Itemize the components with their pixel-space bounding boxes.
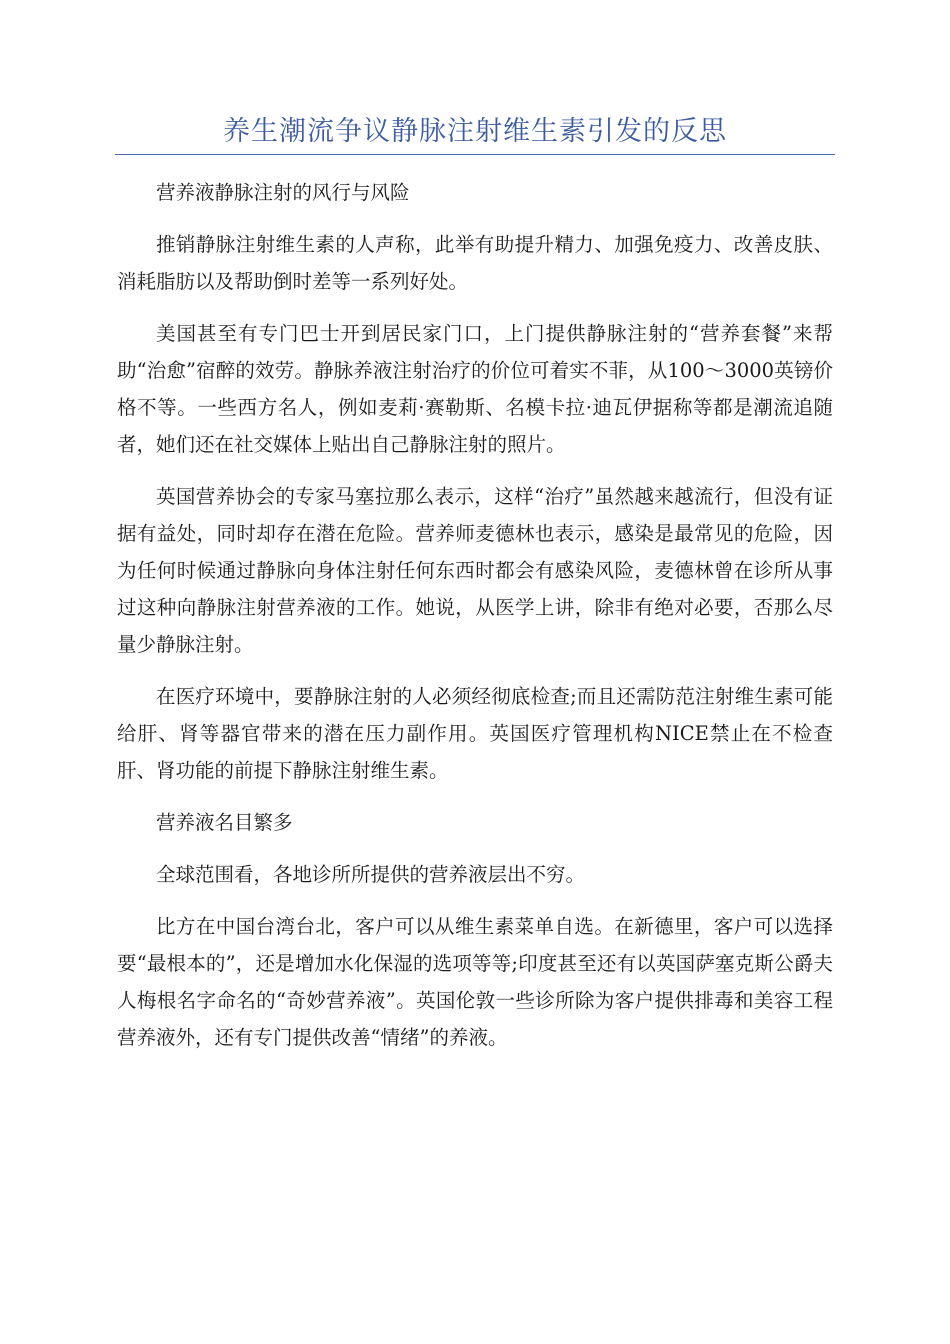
paragraph: 比方在中国台湾台北，客户可以从维生素菜单自选。在新德里，客户可以选择要“最根本的”，还是增加水化保湿的选项等等;印度甚至还有以英国萨塞克斯公爵夫人梅根名字命名的“奇妙营养液”。英国伦敦一些诊所除为客户提供排毒和美容工程营养液外，还有专门提供改善“情绪”的养液。 [117,915,833,1049]
section-heading: 营养液名目繁多 [156,811,293,834]
paragraph: 全球范围看，各地诊所所提供的营养液层出不穷。 [156,863,586,886]
title-underline [115,154,835,155]
paragraph: 美国甚至有专门巴士开到居民家门口，上门提供静脉注射的“营养套餐”来帮助“治愈”宿醉的效劳。静脉养液注射治疗的价位可着实不菲，从100～3000英镑价格不等。一些西方名人，例如麦莉·赛勒斯、名模卡拉·迪瓦伊据称等都是潮流追随者，她们还在社交媒体上贴出自己静脉注射的照片。 [117,322,833,456]
page-title: 养生潮流争议静脉注射维生素引发的反思 [223,116,727,147]
paragraph: 在医疗环境中，要静脉注射的人必须经彻底检查;而且还需防范注射维生素可能给肝、肾等器官带来的潜在压力副作用。英国医疗管理机构NICE禁止在不检查肝、肾功能的前提下静脉注射维生素。 [117,685,833,782]
section-heading: 营养液静脉注射的风行与风险 [156,181,410,204]
paragraph: 英国营养协会的专家马塞拉那么表示，这样“治疗”虽然越来越流行，但没有证据有益处，同时却存在潜在危险。营养师麦德林也表示，感染是最常见的危险，因为任何时候通过静脉向身体注射任何东西时都会有感染风险，麦德林曾在诊所从事过这种向静脉注射营养液的工作。她说，从医学上讲，除非有绝对必要，否那么尽量少静脉注射。 [117,485,833,656]
paragraph: 推销静脉注射维生素的人声称，此举有助提升精力、加强免疫力、改善皮肤、消耗脂肪以及帮助倒时差等一系列好处。 [117,233,833,293]
document-body [117,174,833,1071]
title-block [115,112,835,152]
